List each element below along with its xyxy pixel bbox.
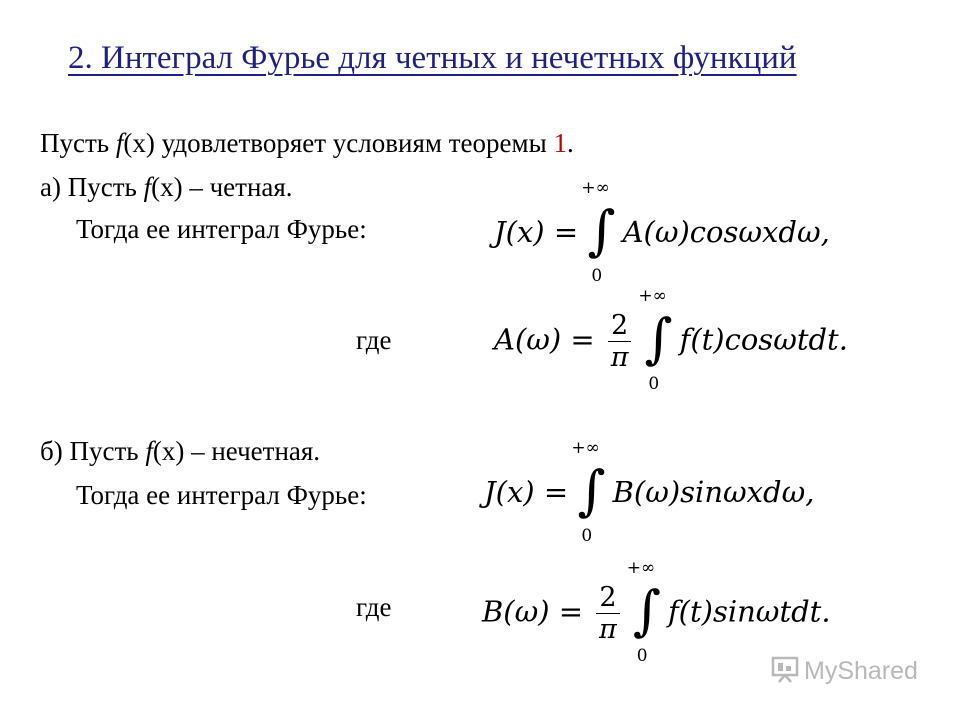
formula-lhs: B(ω) = <box>482 594 584 629</box>
formula-lhs: J(x) = <box>494 215 579 249</box>
integral-upper-limit: +∞ <box>638 285 667 306</box>
intro-arg: (x) <box>123 128 155 158</box>
intro-func: f <box>115 128 124 158</box>
integral-sign: ∫ +∞ 0 <box>581 178 616 286</box>
case-b-prefix: б) Пусть <box>40 436 146 466</box>
fraction-numerator: 2 <box>596 584 619 614</box>
case-a-prefix: а) Пусть <box>40 172 144 202</box>
case-a-arg: (x) <box>151 172 183 202</box>
integrand: B(ω)sinωxdω, <box>612 475 815 509</box>
case-b-heading <box>40 436 320 467</box>
integral-lower-limit: 0 <box>581 526 593 546</box>
formula-lhs: J(x) = <box>484 475 569 509</box>
case-a-then-label: Тогда ее интеграл Фурье: <box>76 214 367 244</box>
integral-lower-limit: 0 <box>648 373 660 394</box>
fraction-denominator: π <box>599 614 617 645</box>
integral-lower-limit: 0 <box>591 266 603 286</box>
fraction-numerator: 2 <box>608 312 631 342</box>
integrand: f(t)cosωtdt. <box>679 322 848 357</box>
presentation-board-icon <box>770 655 800 690</box>
fraction-two-over-pi <box>596 584 619 643</box>
case-b-integral-formula <box>484 438 815 546</box>
integrand: A(ω)cosωxdω, <box>622 215 830 249</box>
theorem-ref: 1 <box>553 128 567 158</box>
fraction-denominator: π <box>610 342 629 373</box>
slide-title: 2. Интеграл Фурье для четных и нечетных функций <box>68 40 797 76</box>
integral-sign: ∫ +∞ 0 <box>638 285 673 394</box>
case-a-heading <box>40 172 293 203</box>
mysahred-watermark <box>770 655 918 690</box>
fraction-two-over-pi <box>608 312 631 371</box>
case-a-func: f <box>143 172 152 202</box>
integrand: f(t)sinωtdt. <box>667 594 831 629</box>
intro-middle: удовлетворяет условиям теоремы <box>154 128 554 158</box>
case-b-coefficient-formula <box>482 557 831 666</box>
case-b-arg: (x) <box>152 436 185 466</box>
integral-upper-limit: +∞ <box>571 438 600 458</box>
case-b-where-label: где <box>356 592 392 622</box>
case-b-suffix: – нечетная. <box>184 436 321 466</box>
integral-lower-limit: 0 <box>636 645 648 666</box>
case-b-func: f <box>145 436 153 466</box>
integral-upper-limit: +∞ <box>626 557 656 578</box>
case-a-integral-formula <box>494 178 830 286</box>
case-a-coefficient-formula <box>494 285 848 394</box>
intro-line <box>40 128 574 159</box>
intro-prefix: Пусть <box>40 128 116 158</box>
case-a-where-label: где <box>356 325 392 355</box>
case-b-then-label: Тогда ее интеграл Фурье: <box>76 480 367 510</box>
formula-lhs: A(ω) = <box>494 322 595 357</box>
integral-sign: ∫ +∞ 0 <box>626 557 661 666</box>
watermark-text: MyShared <box>804 657 918 686</box>
integral-upper-limit: +∞ <box>581 178 610 198</box>
integral-sign: ∫ +∞ 0 <box>571 438 606 546</box>
intro-end: . <box>566 128 574 158</box>
case-a-suffix: – четная. <box>182 172 293 202</box>
